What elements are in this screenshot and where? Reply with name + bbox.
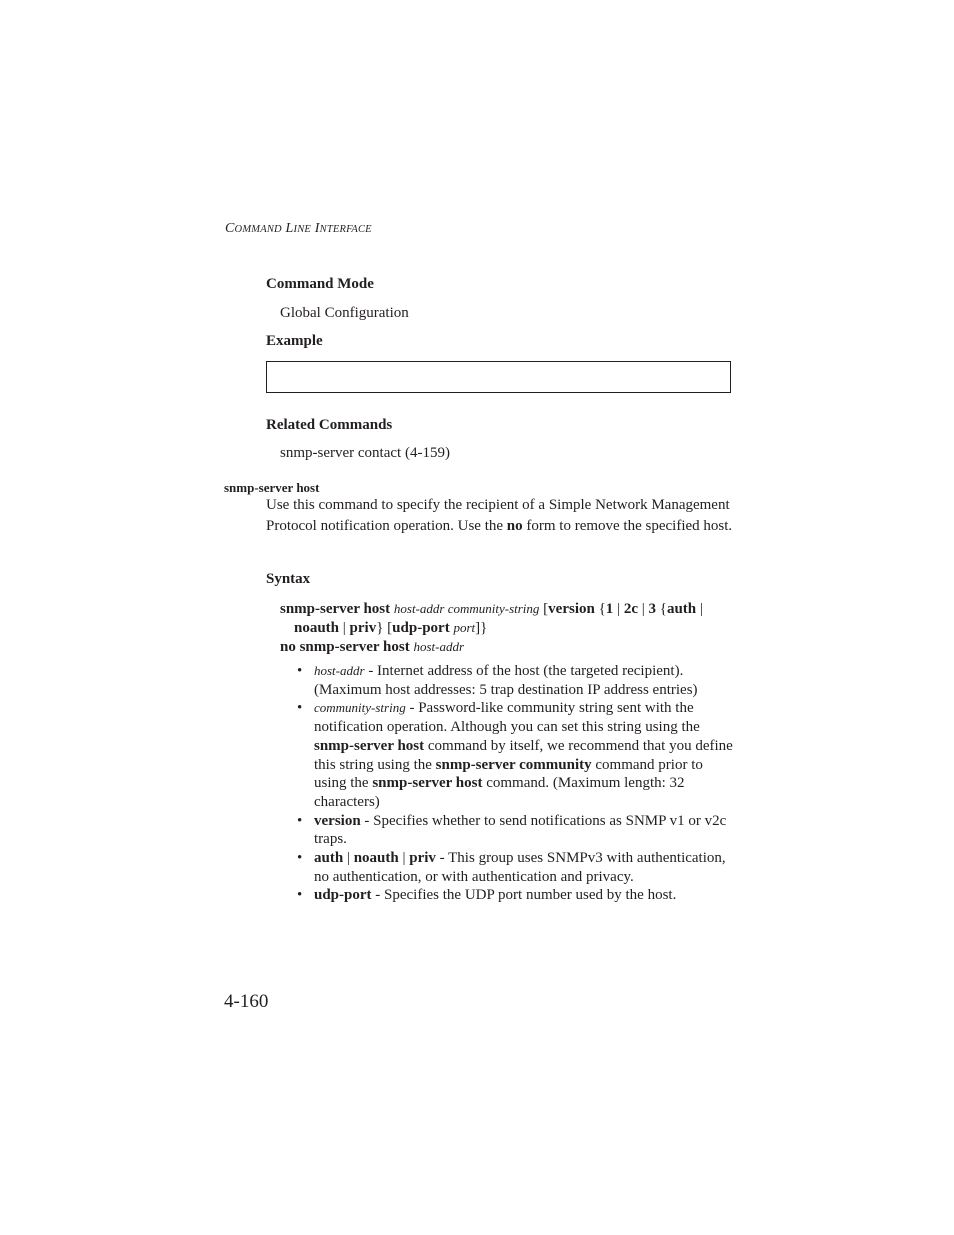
command-mode-value: Global Configuration <box>280 305 409 321</box>
syntax-line-3: no snmp-server host host-addr <box>280 639 465 655</box>
example-box <box>266 361 731 393</box>
list-item: • version - Specifies whether to send notifications as SNMP v1 or v2c traps. <box>297 812 727 848</box>
list-item: • udp-port - Specifies the UDP port number used by the host. <box>297 887 677 904</box>
syntax-line-1: snmp-server host host-addr community-string [version {1 | 2c | 3 {auth | <box>280 601 703 617</box>
example-heading: Example <box>266 333 323 349</box>
list-item: • auth | noauth | priv - This group uses SNMPv3 with authentication, no authentication, or with authentication and privacy. <box>297 850 726 885</box>
command-mode-heading: Command Mode <box>266 276 374 292</box>
page-number: 4-160 <box>224 991 269 1012</box>
command-description: Use this command to specify the recipient of a Simple Network Management Protocol notification operation. Use the no form to remove the specified host. <box>266 497 733 534</box>
syntax-line-2: noauth | priv} [udp-port port]} <box>294 620 488 636</box>
running-header: COMMAND LINE INTERFACE <box>225 221 372 236</box>
syntax-heading: Syntax <box>266 571 311 587</box>
parameter-list <box>294 662 734 905</box>
list-item: • community-string - Password-like community string sent with the notification operation. Although you can set this string using the snmp-server host command by itself, we recommend that you define this string using the snmp-server community command prior to using the snmp-server host command. (Maximum length: 32 characters) <box>297 700 733 810</box>
list-item: • host-addr - Internet address of the host (the targeted recipient). (Maximum host addresses: 5 trap destination IP address entries) <box>297 663 698 698</box>
related-commands-value: snmp-server contact (4-159) <box>280 445 450 461</box>
command-heading: snmp-server host <box>224 480 320 495</box>
related-commands-heading: Related Commands <box>266 417 393 433</box>
